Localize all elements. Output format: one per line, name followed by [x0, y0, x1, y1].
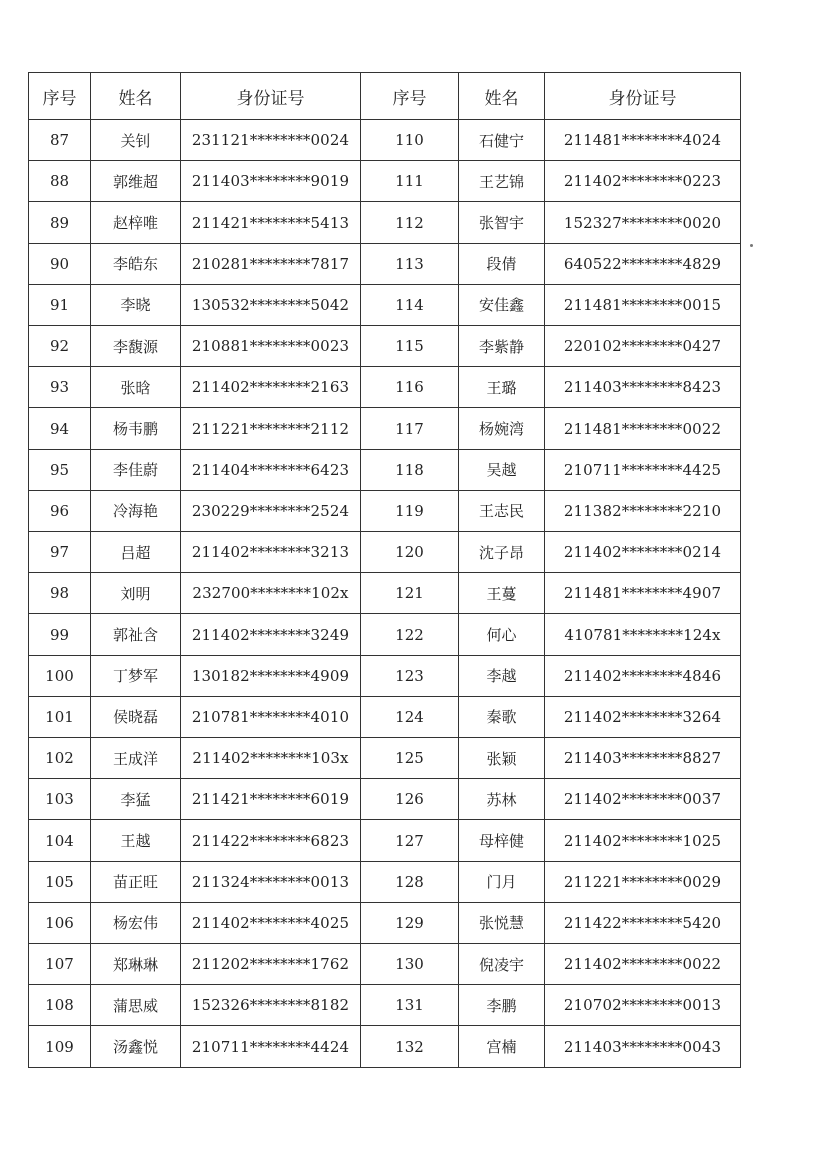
left-id-number-cell: 130532********5042	[181, 284, 361, 325]
right-id-number-cell: 211481********0015	[545, 284, 741, 325]
right-name-cell: 何心	[459, 614, 545, 655]
left-id-number-cell: 211402********2163	[181, 367, 361, 408]
table-row	[29, 655, 741, 696]
table-row	[29, 1026, 741, 1068]
left-name-cell: 丁梦军	[91, 655, 181, 696]
header-id-right: 身份证号	[545, 73, 741, 120]
right-seq-cell: 130	[361, 944, 459, 985]
left-id-number-cell: 210781********4010	[181, 696, 361, 737]
left-name-cell: 李猛	[91, 779, 181, 820]
right-name-cell: 张悦慧	[459, 902, 545, 943]
right-id-number-cell: 211402********4846	[545, 655, 741, 696]
header-name-right: 姓名	[459, 73, 545, 120]
left-id-number-cell: 210881********0023	[181, 326, 361, 367]
left-name-cell: 李晓	[91, 284, 181, 325]
right-seq-cell: 127	[361, 820, 459, 861]
right-id-number-cell: 211403********0043	[545, 1026, 741, 1068]
right-name-cell: 王艺锦	[459, 161, 545, 202]
left-name-cell: 汤鑫悦	[91, 1026, 181, 1068]
right-name-cell: 王璐	[459, 367, 545, 408]
right-seq-cell: 121	[361, 573, 459, 614]
right-id-number-cell: 211403********8827	[545, 738, 741, 779]
right-name-cell: 宫楠	[459, 1026, 545, 1068]
header-row	[29, 73, 741, 120]
right-seq-cell: 124	[361, 696, 459, 737]
right-id-number-cell: 211422********5420	[545, 902, 741, 943]
table-row	[29, 532, 741, 573]
left-name-cell: 侯晓磊	[91, 696, 181, 737]
left-id-number-cell: 211404********6423	[181, 449, 361, 490]
left-id-number-cell: 231121********0024	[181, 120, 361, 161]
right-name-cell: 王蔓	[459, 573, 545, 614]
table-row	[29, 820, 741, 861]
left-id-number-cell: 210281********7817	[181, 243, 361, 284]
right-id-number-cell: 152327********0020	[545, 202, 741, 243]
right-seq-cell: 113	[361, 243, 459, 284]
right-id-number-cell: 211402********1025	[545, 820, 741, 861]
right-id-number-cell: 211402********3264	[545, 696, 741, 737]
right-seq-cell: 117	[361, 408, 459, 449]
left-id-number-cell: 211421********6019	[181, 779, 361, 820]
left-name-cell: 杨宏伟	[91, 902, 181, 943]
table-row	[29, 985, 741, 1026]
left-name-cell: 刘明	[91, 573, 181, 614]
right-seq-cell: 115	[361, 326, 459, 367]
right-seq-cell: 125	[361, 738, 459, 779]
right-id-number-cell: 211402********0022	[545, 944, 741, 985]
table-row	[29, 614, 741, 655]
table-row	[29, 696, 741, 737]
right-seq-cell: 111	[361, 161, 459, 202]
left-id-number-cell: 211421********5413	[181, 202, 361, 243]
right-seq-cell: 122	[361, 614, 459, 655]
right-seq-cell: 114	[361, 284, 459, 325]
header-name-left: 姓名	[91, 73, 181, 120]
left-name-cell: 李佳蔚	[91, 449, 181, 490]
table-row	[29, 202, 741, 243]
left-name-cell: 王越	[91, 820, 181, 861]
right-id-number-cell: 211382********2210	[545, 490, 741, 531]
left-id-number-cell: 211402********3249	[181, 614, 361, 655]
scan-speck	[750, 244, 753, 247]
left-name-cell: 郭祉含	[91, 614, 181, 655]
table-row	[29, 161, 741, 202]
right-name-cell: 段倩	[459, 243, 545, 284]
left-seq-cell: 102	[29, 738, 91, 779]
right-seq-cell: 112	[361, 202, 459, 243]
left-seq-cell: 108	[29, 985, 91, 1026]
right-seq-cell: 116	[361, 367, 459, 408]
left-id-number-cell: 152326********8182	[181, 985, 361, 1026]
right-name-cell: 吴越	[459, 449, 545, 490]
right-name-cell: 沈子昂	[459, 532, 545, 573]
left-id-number-cell: 211422********6823	[181, 820, 361, 861]
right-seq-cell: 129	[361, 902, 459, 943]
right-seq-cell: 119	[361, 490, 459, 531]
left-id-number-cell: 211402********3213	[181, 532, 361, 573]
left-name-cell: 赵梓唯	[91, 202, 181, 243]
left-name-cell: 杨韦鹏	[91, 408, 181, 449]
left-seq-cell: 106	[29, 902, 91, 943]
right-id-number-cell: 211402********0214	[545, 532, 741, 573]
table-row	[29, 243, 741, 284]
left-name-cell: 李皓东	[91, 243, 181, 284]
left-name-cell: 李馥源	[91, 326, 181, 367]
right-name-cell: 母梓健	[459, 820, 545, 861]
left-name-cell: 蒲思威	[91, 985, 181, 1026]
right-name-cell: 李越	[459, 655, 545, 696]
table-row	[29, 326, 741, 367]
right-seq-cell: 120	[361, 532, 459, 573]
right-id-number-cell: 211402********0037	[545, 779, 741, 820]
header-seq-left: 序号	[29, 73, 91, 120]
left-name-cell: 冷海艳	[91, 490, 181, 531]
left-name-cell: 吕超	[91, 532, 181, 573]
left-seq-cell: 95	[29, 449, 91, 490]
right-id-number-cell: 410781********124x	[545, 614, 741, 655]
left-seq-cell: 104	[29, 820, 91, 861]
table-row	[29, 573, 741, 614]
left-seq-cell: 93	[29, 367, 91, 408]
left-seq-cell: 107	[29, 944, 91, 985]
right-id-number-cell: 210702********0013	[545, 985, 741, 1026]
table-row	[29, 449, 741, 490]
left-id-number-cell: 211221********2112	[181, 408, 361, 449]
left-seq-cell: 101	[29, 696, 91, 737]
right-name-cell: 门月	[459, 861, 545, 902]
left-id-number-cell: 130182********4909	[181, 655, 361, 696]
right-id-number-cell: 220102********0427	[545, 326, 741, 367]
table-row	[29, 408, 741, 449]
right-id-number-cell: 210711********4425	[545, 449, 741, 490]
right-id-number-cell: 211221********0029	[545, 861, 741, 902]
left-id-number-cell: 211324********0013	[181, 861, 361, 902]
right-name-cell: 王志民	[459, 490, 545, 531]
table-row	[29, 902, 741, 943]
left-id-number-cell: 211402********4025	[181, 902, 361, 943]
left-id-number-cell: 210711********4424	[181, 1026, 361, 1068]
left-id-number-cell: 211402********103x	[181, 738, 361, 779]
left-seq-cell: 103	[29, 779, 91, 820]
table-row	[29, 490, 741, 531]
right-id-number-cell: 640522********4829	[545, 243, 741, 284]
right-seq-cell: 132	[361, 1026, 459, 1068]
header-id-left: 身份证号	[181, 73, 361, 120]
right-name-cell: 李鹏	[459, 985, 545, 1026]
left-seq-cell: 89	[29, 202, 91, 243]
right-id-number-cell: 211481********0022	[545, 408, 741, 449]
left-name-cell: 郭维超	[91, 161, 181, 202]
left-seq-cell: 90	[29, 243, 91, 284]
header-seq-right: 序号	[361, 73, 459, 120]
left-name-cell: 王成洋	[91, 738, 181, 779]
right-seq-cell: 128	[361, 861, 459, 902]
roster-table	[28, 72, 741, 1068]
right-name-cell: 苏林	[459, 779, 545, 820]
left-seq-cell: 87	[29, 120, 91, 161]
table-row	[29, 367, 741, 408]
right-seq-cell: 123	[361, 655, 459, 696]
right-name-cell: 倪凌宇	[459, 944, 545, 985]
right-seq-cell: 118	[361, 449, 459, 490]
left-seq-cell: 94	[29, 408, 91, 449]
right-id-number-cell: 211481********4907	[545, 573, 741, 614]
left-seq-cell: 91	[29, 284, 91, 325]
table-row	[29, 284, 741, 325]
left-name-cell: 郑琳琳	[91, 944, 181, 985]
left-seq-cell: 96	[29, 490, 91, 531]
right-seq-cell: 110	[361, 120, 459, 161]
right-id-number-cell: 211403********8423	[545, 367, 741, 408]
left-id-number-cell: 230229********2524	[181, 490, 361, 531]
right-id-number-cell: 211481********4024	[545, 120, 741, 161]
left-name-cell: 苗正旺	[91, 861, 181, 902]
table-row	[29, 861, 741, 902]
left-id-number-cell: 211202********1762	[181, 944, 361, 985]
right-name-cell: 张颖	[459, 738, 545, 779]
left-id-number-cell: 232700********102x	[181, 573, 361, 614]
left-seq-cell: 105	[29, 861, 91, 902]
left-seq-cell: 99	[29, 614, 91, 655]
right-name-cell: 李紫静	[459, 326, 545, 367]
left-seq-cell: 92	[29, 326, 91, 367]
left-seq-cell: 109	[29, 1026, 91, 1068]
right-name-cell: 安佳鑫	[459, 284, 545, 325]
table-row	[29, 738, 741, 779]
roster-body	[29, 120, 741, 1068]
right-name-cell: 石健宁	[459, 120, 545, 161]
right-name-cell: 张智宇	[459, 202, 545, 243]
right-id-number-cell: 211402********0223	[545, 161, 741, 202]
table-row	[29, 120, 741, 161]
right-name-cell: 杨婉湾	[459, 408, 545, 449]
left-seq-cell: 100	[29, 655, 91, 696]
left-name-cell: 关钊	[91, 120, 181, 161]
left-id-number-cell: 211403********9019	[181, 161, 361, 202]
table-row	[29, 779, 741, 820]
left-name-cell: 张晗	[91, 367, 181, 408]
left-seq-cell: 97	[29, 532, 91, 573]
right-seq-cell: 126	[361, 779, 459, 820]
table-row	[29, 944, 741, 985]
left-seq-cell: 98	[29, 573, 91, 614]
right-seq-cell: 131	[361, 985, 459, 1026]
right-name-cell: 秦歌	[459, 696, 545, 737]
left-seq-cell: 88	[29, 161, 91, 202]
